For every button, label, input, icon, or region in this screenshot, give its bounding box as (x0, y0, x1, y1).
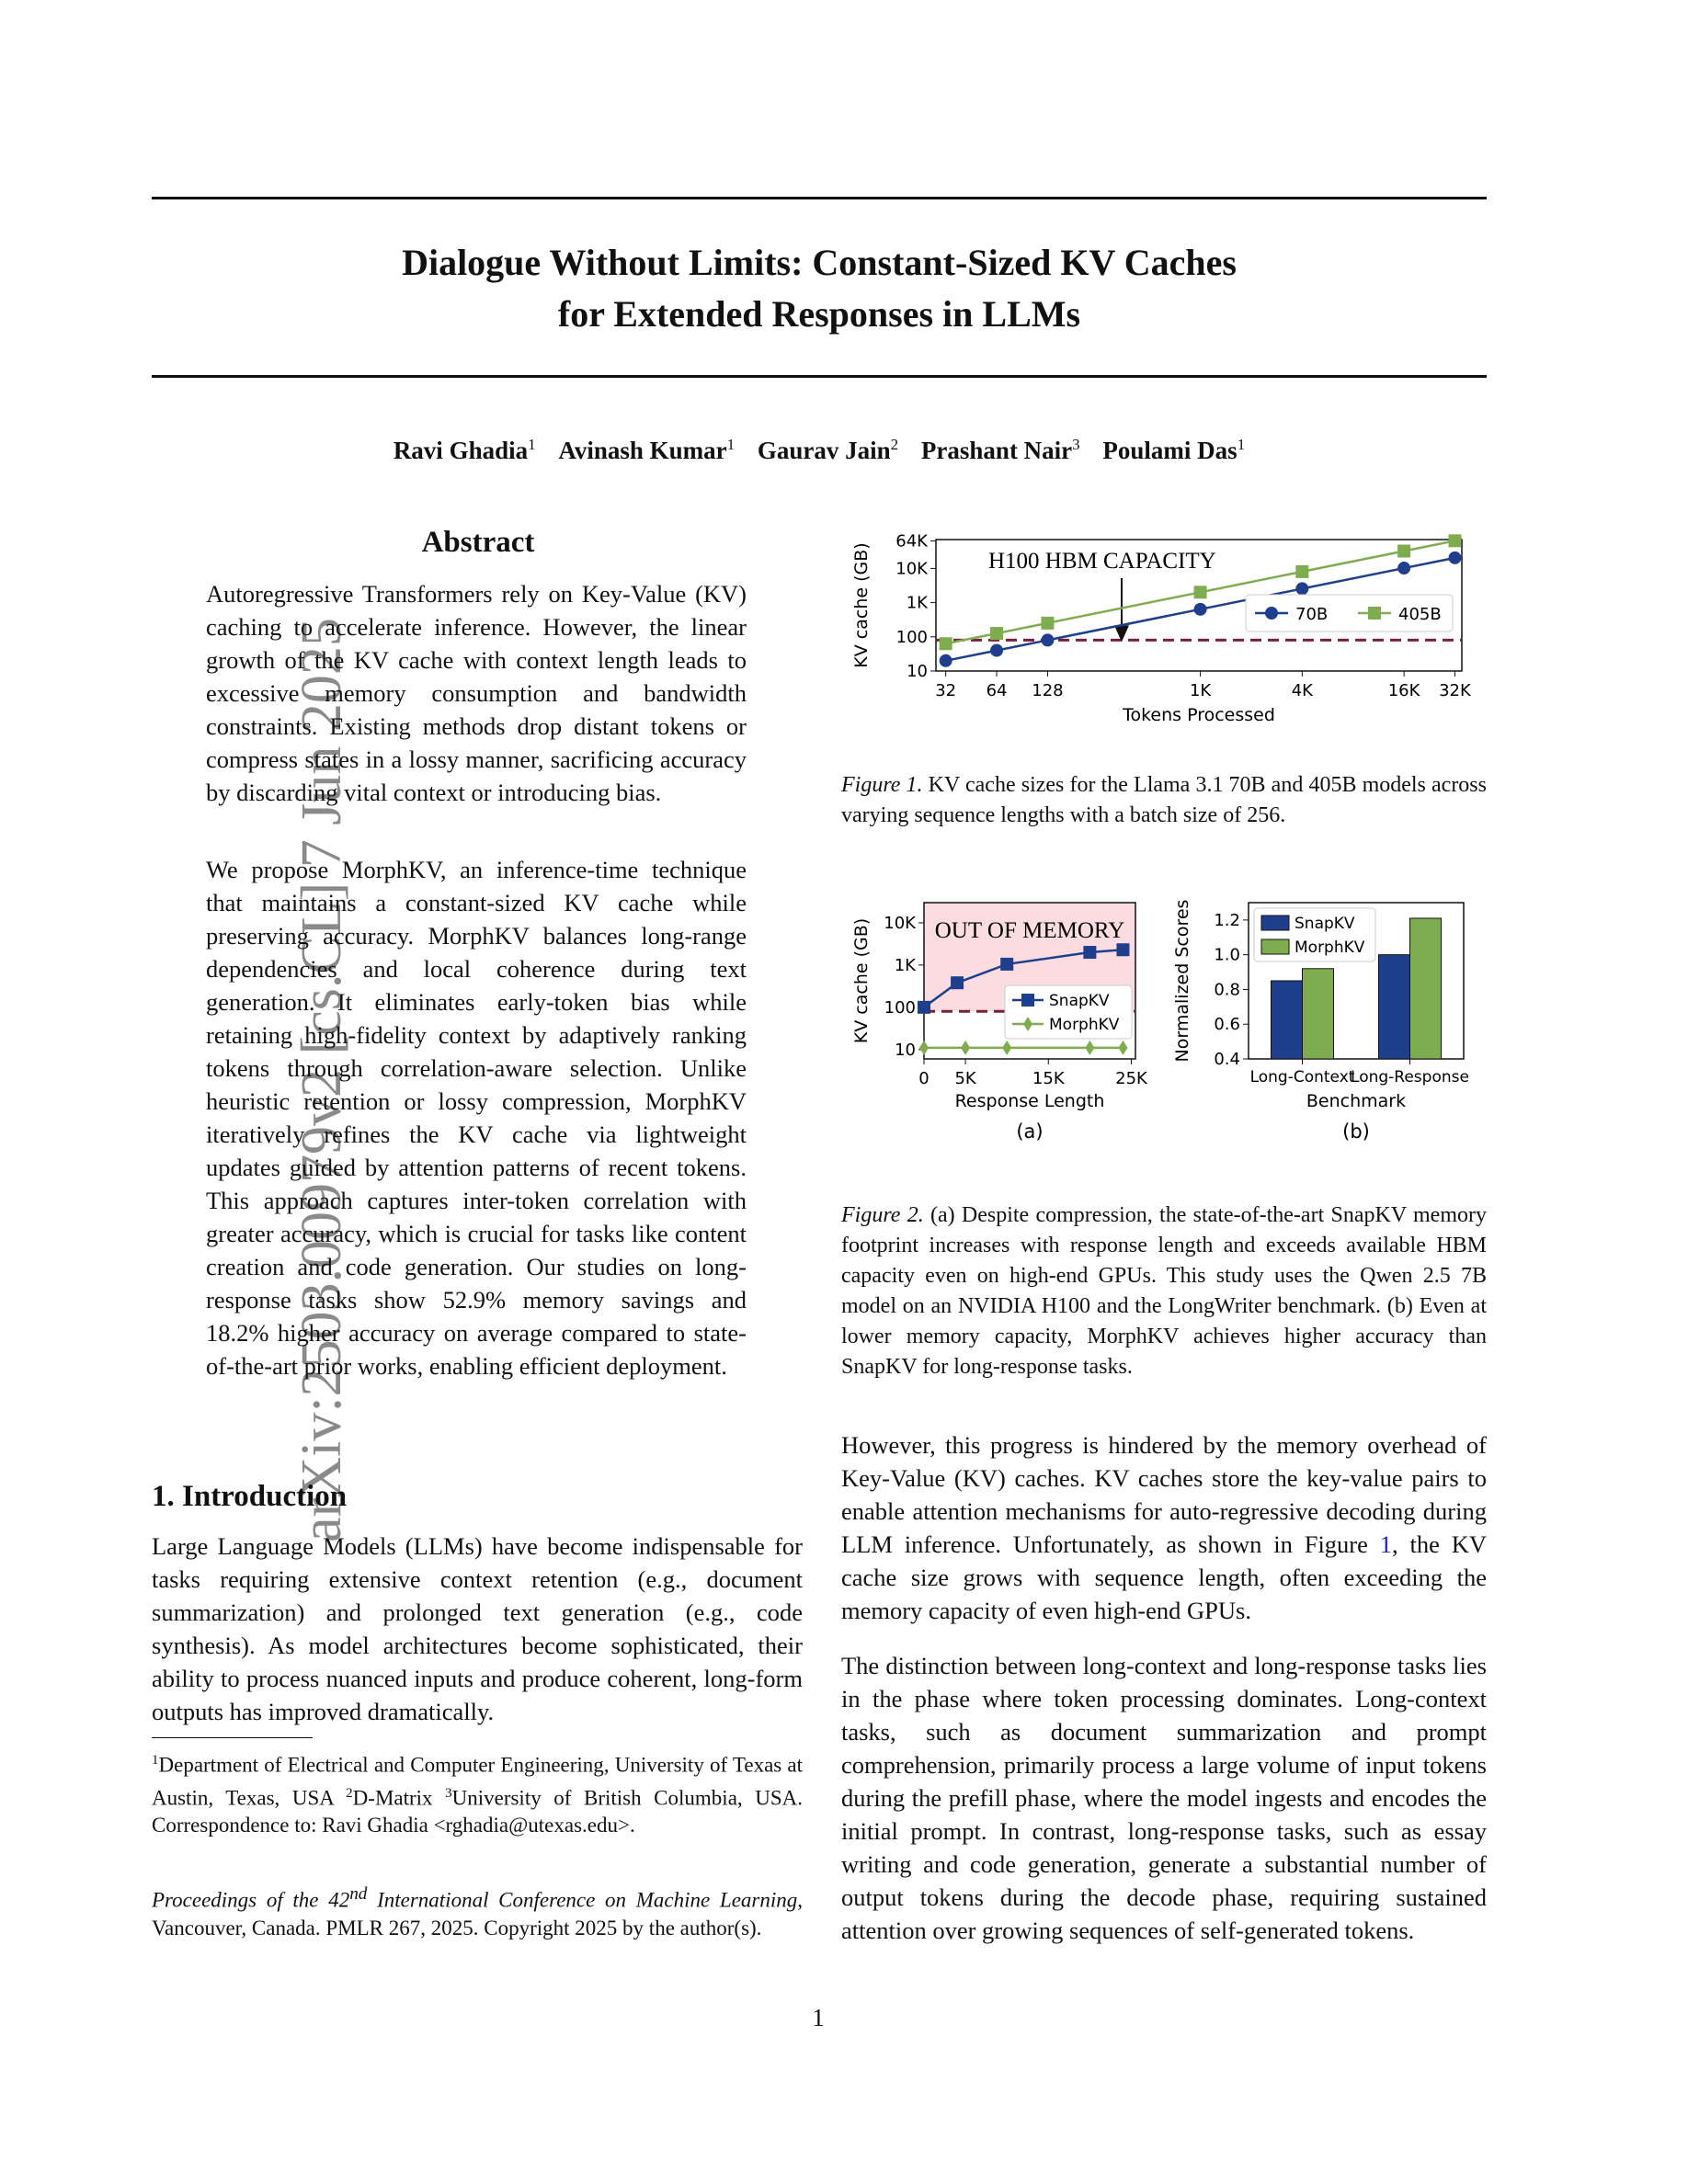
legend-label: SnapKV (1049, 992, 1110, 1010)
x-tick-label: 15K (1032, 1069, 1065, 1088)
page-number: 1 (812, 2004, 825, 2031)
data-point-405B (1194, 586, 1207, 598)
legend-label: MorphKV (1295, 938, 1365, 957)
bar-SnapKV (1272, 981, 1303, 1059)
author: Prashant Nair$^3$ (920, 436, 1080, 464)
abstract-paragraph-1: Autoregressive Transformers rely on Key-Value (KV) caching to accelerate inference. However, the linear growth of the KV cache with context length leads to excessive memory consumption and bandwidth constraints. Existing methods drop distant tokens or compress states in a lossy manner, sacrificing accuracy by discarding vital context or introducing bias. (206, 580, 747, 806)
y-axis-label: KV cache (GB) (851, 542, 872, 668)
right-paragraph-2: The distinction between long-context and long-response tasks lies in the phase where token processing dominates. Long-context tasks, such as document summarization and prompt comprehension, primarily process a large volume of input tokens during the prefill phase, where the model ingests and encodes the initial prompt. In contrast, long-response tasks, such as essay writing and code generation, generate a substantial number of output tokens during the decode phase, requiring sustained attention over growing sequences of self-generated tokens. (841, 1652, 1487, 1944)
figure-2-caption: Figure 2. (a) Despite compression, the state-of-the-art SnapKV memory footprint increases with response length and exceeds available HBM capacity even on high-end GPUs. This study uses the Qwen 2.5 7B model on an NVIDIA H100 and the LongWriter benchmark. (b) Even at lower memory capacity, MorphKV achieves higher accuracy than SnapKV for long-response tasks. (841, 1203, 1487, 1379)
abstract-paragraph-2: We propose MorphKV, an inference-time technique that maintains a constant-sized KV cache while preserving accuracy. MorphKV balances long-range dependencies and local coherence during text generation. It eliminates early-token bias while retaining high-fidelity context by adaptively ranking tokens through correlation-aware selection. Unlike heuristic retention or lossy compression, MorphKV iteratively refines the KV cache via lightweight updates guided by attention patterns of recent tokens. This approach captures inter-token correlation with greater accuracy, which is crucial for tasks like content creation and code generation. Our studies on long-response tasks show 52.9% memory savings and 18.2% higher accuracy on average compared to state-of-the-art prior works, enabling efficient deployment. (206, 856, 747, 1380)
bar-MorphKV (1303, 969, 1334, 1059)
data-point-MorphKV (1085, 1041, 1094, 1055)
y-tick-label: 1.2 (1214, 910, 1240, 930)
y-axis-label: KV cache (GB) (851, 917, 872, 1044)
data-point-405B (990, 627, 1003, 640)
data-point-405B (1041, 617, 1054, 630)
data-point-405B (940, 637, 952, 650)
data-point-SnapKV (1000, 958, 1013, 971)
data-point-405B (1295, 565, 1308, 578)
affiliation-footnote: $^1$Department of Electrical and Computer Engineering, University of Texas at Austin, Texas, USA $^2$D-Matrix $^3$University of British Columbia, USA. Correspondence to: Ravi Ghadia <rghadia@utexas.edu>. (152, 1753, 803, 1837)
x-axis-label: Tokens Processed (1123, 705, 1275, 725)
y-tick-label: 10 (895, 1040, 916, 1060)
x-tick-label: 64 (986, 681, 1008, 700)
paper-title (152, 237, 1487, 340)
introduction-paragraph-1: Large Language Models (LLMs) have become indispensable for tasks requiring extensive context retention (e.g., document summarization) and prolonged text generation (e.g., code synthesis). As model architectures become sophisticated, their ability to process nuanced inputs and produce coherent, long-form outputs has improved dramatically. (152, 1532, 803, 1725)
y-tick-label: 1K (906, 593, 928, 613)
x-tick-label: 1K (1189, 681, 1212, 700)
data-point-SnapKV (1083, 946, 1096, 959)
data-point-70B (990, 644, 1003, 657)
legend-marker (1368, 607, 1381, 620)
title-line-1: Dialogue Without Limits: Constant-Sized KV Caches (402, 242, 1237, 283)
legend-label: SnapKV (1295, 915, 1355, 933)
bar-MorphKV (1410, 918, 1442, 1059)
data-point-MorphKV (1002, 1041, 1011, 1055)
title-rule-top (152, 197, 1487, 199)
y-tick-label: 0.4 (1214, 1050, 1240, 1069)
hbm-capacity-label: H100 HBM CAPACITY (988, 549, 1216, 574)
y-tick-label: 1K (894, 955, 916, 975)
x-tick-label: 32K (1439, 681, 1471, 700)
figure-2b-chart (1168, 882, 1489, 1158)
author: Avinash Kumar$^1$ (558, 436, 736, 464)
y-tick-label: 10K (895, 559, 928, 579)
data-point-405B (1448, 534, 1461, 547)
title-rule-bottom (152, 375, 1487, 378)
right-paragraph-1: However, this progress is hindered by the memory overhead of Key-Value (KV) caches. KV caches store the key-value pairs to enable attention mechanisms for auto-regressive decoding during LLM inference. Unfortunately, as shown in Figure 1, the KV cache size grows with sequence length, often exceeding the memory capacity of even high-end GPUs. (841, 1431, 1488, 1624)
arxiv-identifier: arXiv:2503.00979v2 [cs.CL] 7 Jun 2025 (291, 618, 353, 1542)
abstract-heading: Abstract (421, 526, 535, 559)
data-point-SnapKV (951, 976, 964, 989)
y-tick-label: 1.0 (1214, 945, 1240, 965)
legend-swatch (1261, 939, 1289, 954)
y-tick-label: 100 (895, 627, 928, 647)
data-point-MorphKV (919, 1041, 929, 1055)
legend-label: 405B (1398, 605, 1442, 624)
data-point-SnapKV (918, 1001, 930, 1014)
x-tick-label: 5K (954, 1069, 976, 1088)
y-tick-label: 100 (884, 997, 916, 1018)
bar-SnapKV (1379, 955, 1410, 1059)
subfigure-label: (a) (1016, 1120, 1044, 1143)
data-point-MorphKV (1118, 1041, 1127, 1055)
legend-marker (1265, 607, 1278, 620)
data-point-70B (1295, 582, 1308, 595)
y-tick-label: 10 (907, 662, 928, 681)
x-tick-label: 16K (1387, 681, 1420, 700)
x-tick-label: 4K (1291, 681, 1313, 700)
proceedings-note: Proceedings of the 42nd International Conference on Machine Learning, Vancouver, Canada. PMLR 267, 2025. Copyright 2025 by the author(s). (152, 1884, 803, 1939)
footnote-rule (152, 1737, 313, 1738)
x-tick-label: 128 (1032, 681, 1064, 700)
figure-1-link[interactable]: 1 (1379, 1530, 1393, 1558)
figure-2a-chart (841, 882, 1163, 1158)
legend-label: 70B (1295, 605, 1329, 624)
title-line-2: for Extended Responses in LLMs (557, 293, 1081, 335)
author: Ravi Ghadia$^1$ (393, 436, 536, 464)
data-point-SnapKV (1116, 943, 1129, 956)
data-point-70B (1448, 552, 1461, 564)
y-tick-label: 10K (884, 913, 916, 933)
y-tick-label: 0.6 (1214, 1015, 1240, 1035)
legend-label: MorphKV (1049, 1016, 1120, 1034)
author-list (152, 436, 1487, 465)
legend-swatch (1261, 916, 1289, 930)
data-point-405B (1397, 545, 1410, 558)
x-tick-label: 32 (935, 681, 957, 700)
y-tick-label: 0.8 (1214, 980, 1240, 1000)
data-point-70B (1397, 562, 1410, 574)
out-of-memory-label: OUT OF MEMORY (934, 918, 1125, 943)
x-tick-label: 0 (918, 1069, 930, 1088)
legend-marker (1021, 994, 1034, 1007)
introduction-heading: 1. Introduction (152, 1480, 348, 1513)
data-point-70B (1194, 603, 1207, 616)
author: Poulami Das$^1$ (1102, 436, 1246, 464)
x-tick-label: Long-Context (1249, 1068, 1355, 1086)
figure-1-caption: Figure 1. KV cache sizes for the Llama 3.1 70B and 405B models across varying sequence lengths with a batch size of 256. (841, 773, 1487, 827)
x-tick-label: 25K (1115, 1069, 1147, 1088)
author: Gaurav Jain$^2$ (757, 436, 899, 464)
figure-1-chart (841, 519, 1503, 740)
x-tick-label: Long-Response (1351, 1068, 1469, 1086)
y-tick-label: 64K (895, 531, 928, 552)
x-axis-label: Benchmark (1306, 1091, 1407, 1111)
y-axis-label: Normalized Scores (1172, 899, 1192, 1063)
subfigure-label: (b) (1342, 1120, 1370, 1143)
data-point-70B (940, 654, 952, 667)
x-axis-label: Response Length (954, 1091, 1105, 1111)
data-point-MorphKV (961, 1041, 970, 1055)
data-point-70B (1041, 633, 1054, 646)
